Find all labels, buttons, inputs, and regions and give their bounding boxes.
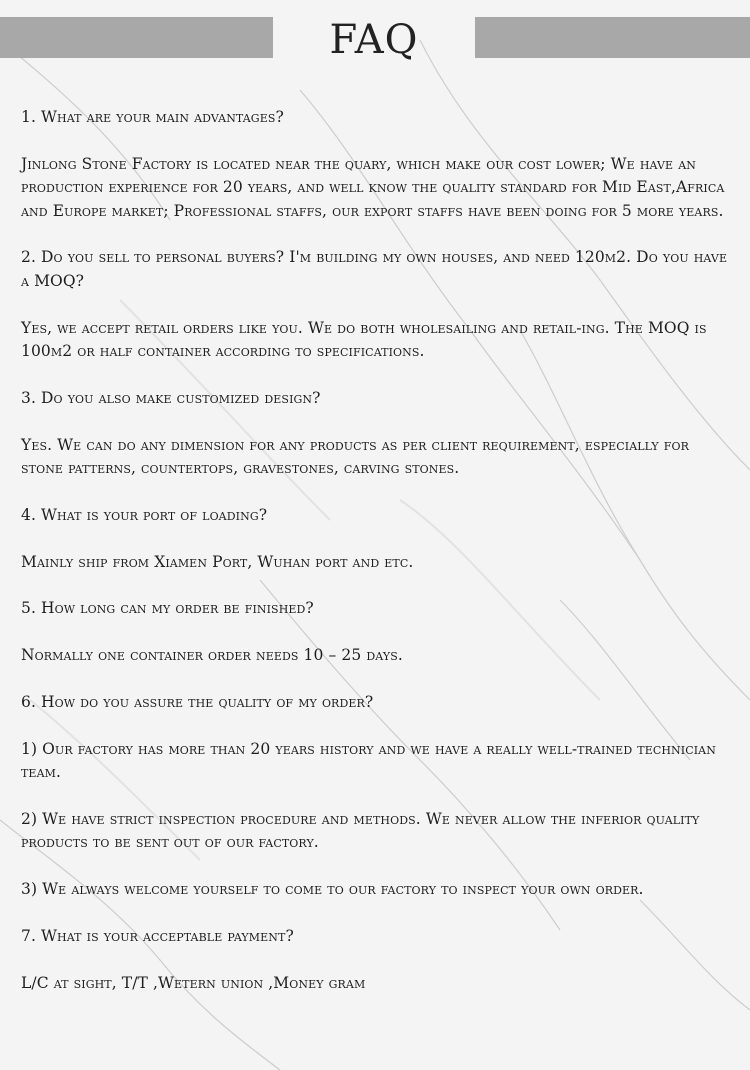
answer-4: Mainly ship from Xiamen Port, Wuhan port and etc. (21, 552, 414, 571)
answer-1: Jinlong Stone Factory is located near the quary, which make our cost lower; We have an production experience for 20 years, and well know the quality standard for Mid East,Africa and Europe market; Professional staffs, our export staffs have been doing for 5 more years. (21, 154, 725, 220)
question-3: 3. Do you also make customized design? (21, 388, 321, 407)
header-bar-right (475, 17, 750, 58)
question-4: 4. What is your port of loading? (21, 505, 268, 524)
question-1: 1. What are your main advantages? (21, 108, 284, 126)
answer-6-point-2: 2) We have strict inspection procedure and methods. We never allow the inferior quality products to be sent out of our factory. (21, 810, 700, 852)
answer-6-point-3: 3) We always welcome yourself to come to our factory to inspect your own order. (21, 880, 644, 899)
question-5: 5. How long can my order be finished? (21, 599, 314, 618)
answer-7: L/C at sight, T/T ,Wetern union ,Money gram (21, 973, 366, 992)
answer-3: Yes. We can do any dimension for any products as per client requirement, especially for stone patterns, countertops, gravestones, carving stones. (21, 435, 689, 478)
page-title: FAQ (329, 17, 419, 63)
faq-content (21, 106, 733, 1019)
answer-6-point-1: 1) Our factory has more than 20 years history and we have a really well-trained technician team. (21, 739, 716, 782)
header-bar-left (0, 17, 273, 58)
question-2: 2. Do you sell to personal buyers? I'm building my own houses, and need 120m2. Do you have a MOQ? (21, 248, 728, 290)
question-7: 7. What is your acceptable payment? (21, 927, 294, 945)
answer-2: Yes, we accept retail orders like you. We do both wholesailing and retail-ing. The MOQ is 100m2 or half container according to specifications. (21, 318, 707, 361)
answer-5: Normally one container order needs 10 – 25 days. (21, 646, 403, 665)
question-6: 6. How do you assure the quality of my order? (21, 693, 374, 711)
